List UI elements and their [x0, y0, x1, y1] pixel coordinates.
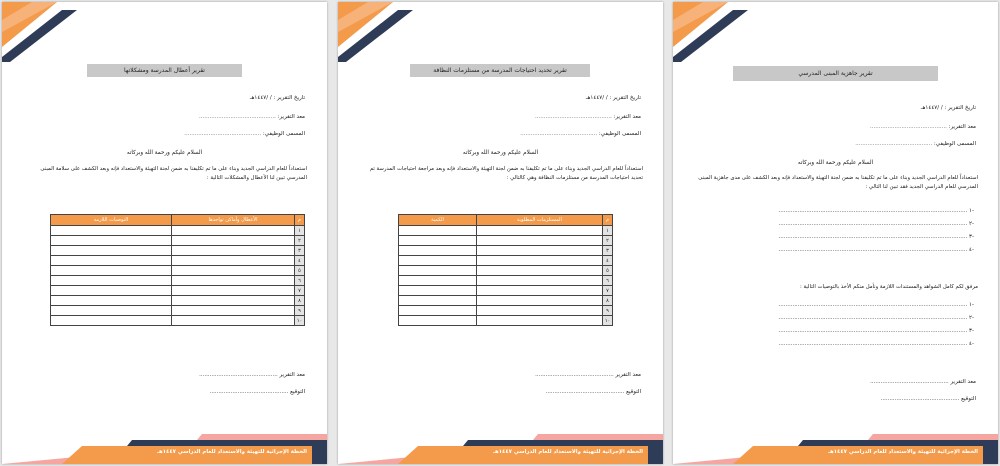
table-row	[51, 256, 305, 266]
table-cell	[477, 236, 603, 246]
job-title-field: المسمى الوظيفي: ............................................	[184, 131, 305, 137]
recommendation-line-4: -٤ ............................................................................................................	[778, 341, 974, 347]
signature-preparer: معد التقرير .............................................	[199, 372, 305, 378]
signature-preparer: معد التقرير .............................................	[535, 372, 641, 378]
table-row	[399, 286, 613, 296]
report-date-field: تاريخ التقرير : / /١٤٤٧هـ	[585, 95, 641, 101]
table-row	[399, 246, 613, 256]
table-cell	[477, 296, 603, 306]
corner-decoration	[673, 2, 793, 62]
table-cell	[399, 296, 477, 306]
row-number: ٢	[603, 236, 613, 246]
table-row	[51, 266, 305, 276]
col-header-faults: الأعطال وأماكن تواجدها	[172, 215, 295, 226]
table-cell	[51, 236, 172, 246]
table-cell	[477, 276, 603, 286]
row-number: ٤	[603, 256, 613, 266]
row-number: ٥	[295, 266, 305, 276]
signature-line: التوقيع .............................................	[209, 389, 305, 395]
finding-line-3: -٣ ............................................................................................................	[778, 234, 974, 240]
table-cell	[399, 226, 477, 236]
row-number: ١	[603, 226, 613, 236]
report-date-field: تاريخ التقرير : / /١٤٤٧هـ	[920, 105, 976, 111]
greeting: السلام عليكم ورحمة الله وبركاته	[797, 160, 874, 166]
table-cell	[399, 286, 477, 296]
supplies-table	[398, 214, 613, 326]
row-number: ٧	[295, 286, 305, 296]
row-number: ١	[295, 226, 305, 236]
row-number: ٦	[295, 276, 305, 286]
table-cell	[172, 236, 295, 246]
corner-decoration	[338, 2, 458, 62]
table-cell	[399, 256, 477, 266]
report-date-field: تاريخ التقرير : / /١٤٤٧هـ	[249, 95, 305, 101]
row-number: ٢	[295, 236, 305, 246]
attachments-text: مرفق لكم كامل الشواهد والمستندات اللازمة ونأمل منكم الأخذ بالتوصيات التالية :	[799, 284, 978, 290]
col-header-quantity: الكمية	[399, 215, 477, 226]
page-title: تقرير أعطال المدرسة ومشكلاتها	[87, 64, 242, 77]
table-cell	[172, 266, 295, 276]
table-cell	[172, 276, 295, 286]
preparer-field: معد التقرير: ............................................	[869, 124, 976, 130]
table-cell	[51, 276, 172, 286]
table-cell	[172, 306, 295, 316]
intro-paragraph: استعداداً للعام الدراسي الجديد وبناء على ما تم تكليفنا به ضمن لجنة التهيئة والاستعداد فإنه وبعد الكشف على سلامة المبنى المدرسي تبين لنا الأعطال والمشكلات التالية :	[40, 166, 307, 181]
recommendation-line-1: -١ ............................................................................................................	[778, 302, 974, 308]
table-cell	[172, 226, 295, 236]
row-number: ٩	[603, 306, 613, 316]
table-row	[399, 306, 613, 316]
table-cell	[399, 246, 477, 256]
report-page-cleaning	[338, 2, 663, 464]
table-cell	[172, 246, 295, 256]
table-cell	[51, 296, 172, 306]
table-cell	[172, 286, 295, 296]
col-header-number: م	[603, 215, 613, 226]
signature-line: التوقيع .............................................	[545, 389, 641, 395]
signature-preparer: معد التقرير .............................................	[870, 379, 976, 385]
signature-line: التوقيع .............................................	[880, 396, 976, 402]
table-row	[399, 236, 613, 246]
row-number: ٣	[295, 246, 305, 256]
table-cell	[51, 306, 172, 316]
table-row	[399, 266, 613, 276]
row-number: ١٠	[603, 316, 613, 326]
table-cell	[51, 316, 172, 326]
page-title: تقرير تحديد احتياجات المدرسة من مستلزمات النظافة	[410, 64, 590, 77]
table-row	[399, 316, 613, 326]
table-cell	[399, 316, 477, 326]
table-row	[51, 296, 305, 306]
job-title-field: المسمى الوظيفي: ............................................	[520, 131, 641, 137]
footer-plan-title: الخطة الإجرائية للتهيئة والاستعداد للعام الدراسي ١٤٤٧هـ	[157, 449, 307, 455]
table-cell	[399, 306, 477, 316]
table-cell	[172, 296, 295, 306]
intro-paragraph: استعداداً للعام الدراسي الجديد وبناء على ما تم تكليفنا به ضمن لجنة التهيئة والاستعداد فإنه وبعد مراجعة احتياجات المدرسة تم تحديد احتياجات المدرسة من مستلزمات النظافة وهي كالتالي :	[369, 166, 643, 181]
table-cell	[477, 266, 603, 276]
table-row	[51, 246, 305, 256]
table-cell	[51, 286, 172, 296]
table-row	[51, 286, 305, 296]
report-page-faults	[2, 2, 327, 464]
table-row	[51, 306, 305, 316]
report-page-readiness	[673, 2, 998, 464]
table-row	[51, 236, 305, 246]
col-header-recommendations: التوصيات اللازمة	[51, 215, 172, 226]
greeting: السلام عليكم ورحمة الله وبركاته	[126, 150, 203, 156]
page-title: تقرير جاهزية المبنى المدرسي	[733, 66, 938, 81]
table-row	[51, 276, 305, 286]
preparer-field: معد التقرير: ............................................	[534, 114, 641, 120]
faults-table	[50, 214, 305, 326]
finding-line-2: -٢ ............................................................................................................	[778, 221, 974, 227]
corner-decoration	[2, 2, 122, 62]
row-number: ٨	[295, 296, 305, 306]
table-row	[399, 276, 613, 286]
intro-paragraph: استعداداً للعام الدراسي الجديد وبناء على ما تم تكليفنا به ضمن لجنة التهيئة والاستعداد فإنه وبعد الكشف على مدى جاهزية المبنى المدرسي للعام الدراسي الجديد فقد تبين لنا التالي :	[698, 175, 978, 190]
footer-plan-title: الخطة الإجرائية للتهيئة والاستعداد للعام الدراسي ١٤٤٧هـ	[493, 449, 643, 455]
table-row	[399, 226, 613, 236]
table-row	[399, 296, 613, 306]
row-number: ٨	[603, 296, 613, 306]
recommendation-line-2: -٢ ............................................................................................................	[778, 315, 974, 321]
table-cell	[172, 316, 295, 326]
row-number: ٣	[603, 246, 613, 256]
table-cell	[51, 246, 172, 256]
table-cell	[51, 226, 172, 236]
row-number: ٦	[603, 276, 613, 286]
table-cell	[477, 226, 603, 236]
row-number: ٧	[603, 286, 613, 296]
row-number: ٩	[295, 306, 305, 316]
col-header-number: م	[295, 215, 305, 226]
table-cell	[399, 236, 477, 246]
table-cell	[172, 256, 295, 266]
row-number: ٥	[603, 266, 613, 276]
footer-plan-title: الخطة الإجرائية للتهيئة والاستعداد للعام الدراسي ١٤٤٧هـ	[828, 449, 978, 455]
row-number: ١٠	[295, 316, 305, 326]
table-cell	[477, 286, 603, 296]
finding-line-1: -١ ............................................................................................................	[778, 208, 974, 214]
table-cell	[477, 246, 603, 256]
table-cell	[477, 306, 603, 316]
job-title-field: المسمى الوظيفي: ............................................	[855, 141, 976, 147]
col-header-supplies: المستلزمات المطلوبة	[477, 215, 603, 226]
table-cell	[399, 276, 477, 286]
table-row	[51, 226, 305, 236]
table-cell	[51, 266, 172, 276]
table-cell	[477, 316, 603, 326]
row-number: ٤	[295, 256, 305, 266]
table-cell	[399, 266, 477, 276]
table-row	[399, 256, 613, 266]
table-cell	[477, 256, 603, 266]
table-row	[51, 316, 305, 326]
preparer-field: معد التقرير: ............................................	[198, 114, 305, 120]
finding-line-4: -٤ ............................................................................................................	[778, 247, 974, 253]
recommendation-line-3: -٣ ............................................................................................................	[778, 328, 974, 334]
table-cell	[51, 256, 172, 266]
greeting: السلام عليكم ورحمة الله وبركاته	[462, 150, 539, 156]
